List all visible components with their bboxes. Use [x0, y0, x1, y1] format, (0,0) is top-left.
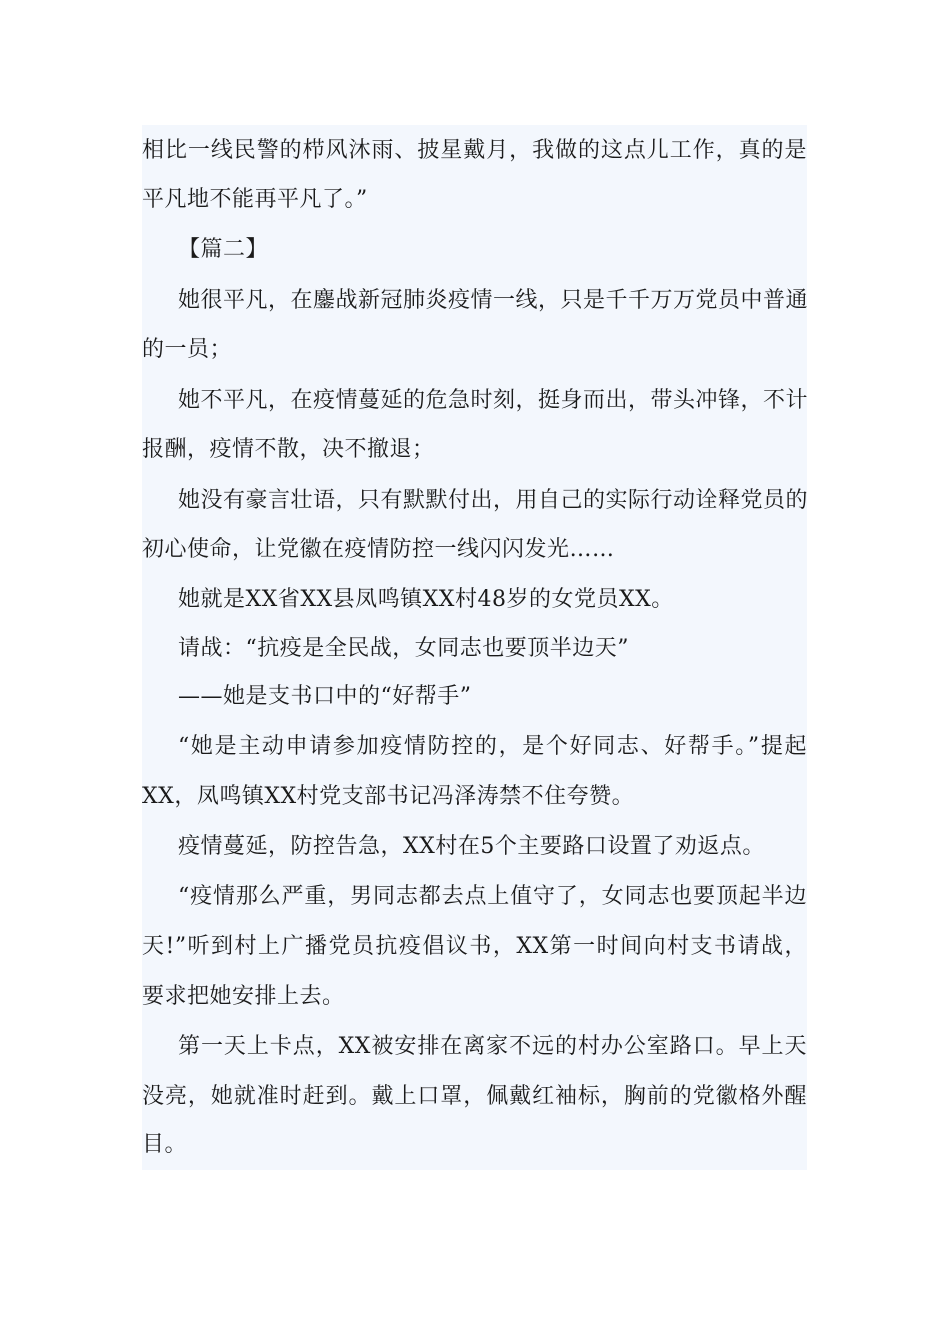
subheading: ——她是支书口中的“好帮手”	[178, 684, 472, 709]
text-line: “她是主动申请参加疫情防控的，是个好同志、好帮手。”提起	[178, 734, 807, 759]
text-line: 要求把她安排上去。	[142, 984, 345, 1009]
text-line: 她没有豪言壮语，只有默默付出，用自己的实际行动诠释党员的	[178, 488, 809, 513]
text-line: “疫情那么严重，男同志都去点上值守了，女同志也要顶起半边	[178, 884, 807, 909]
text-line: 没亮，她就准时赶到。戴上口罩，佩戴红袖标，胸前的党徽格外醒	[142, 1084, 807, 1109]
text-line: 目。	[142, 1132, 188, 1157]
text-line: 报酬，疫情不散，决不撤退；	[142, 437, 435, 462]
text-line: 她不平凡，在疫情蔓延的危急时刻，挺身而出，带头冲锋，不计	[178, 388, 809, 413]
text-line: 平凡地不能再平凡了。”	[142, 187, 368, 212]
text-line: 初心使命，让党徽在疫情防控一线闪闪发光……	[142, 537, 615, 562]
text-line: 她就是XX省XX县凤鸣镇XX村48岁的女党员XX。	[178, 587, 674, 612]
text-line: 第一天上卡点，XX被安排在离家不远的村办公室路口。早上天	[178, 1034, 807, 1059]
subheading: 请战：“抗疫是全民战，女同志也要顶半边天”	[178, 636, 629, 661]
text-line: 的一员；	[142, 337, 233, 362]
text-line: XX，凤鸣镇XX村党支部书记冯泽涛禁不住夸赞。	[142, 784, 635, 809]
section-heading: 【篇二】	[178, 237, 269, 262]
text-line: 她很平凡，在鏖战新冠肺炎疫情一线，只是千千万万党员中普通	[178, 288, 809, 313]
text-line: 相比一线民警的栉风沐雨、披星戴月，我做的这点儿工作，真的是	[142, 138, 807, 163]
document-body	[142, 125, 807, 1170]
text-line: 天!”听到村上广播党员抗疫倡议书，XX第一时间向村支书请战，	[142, 934, 807, 959]
text-line: 疫情蔓延，防控告急，XX村在5个主要路口设置了劝返点。	[178, 834, 765, 859]
